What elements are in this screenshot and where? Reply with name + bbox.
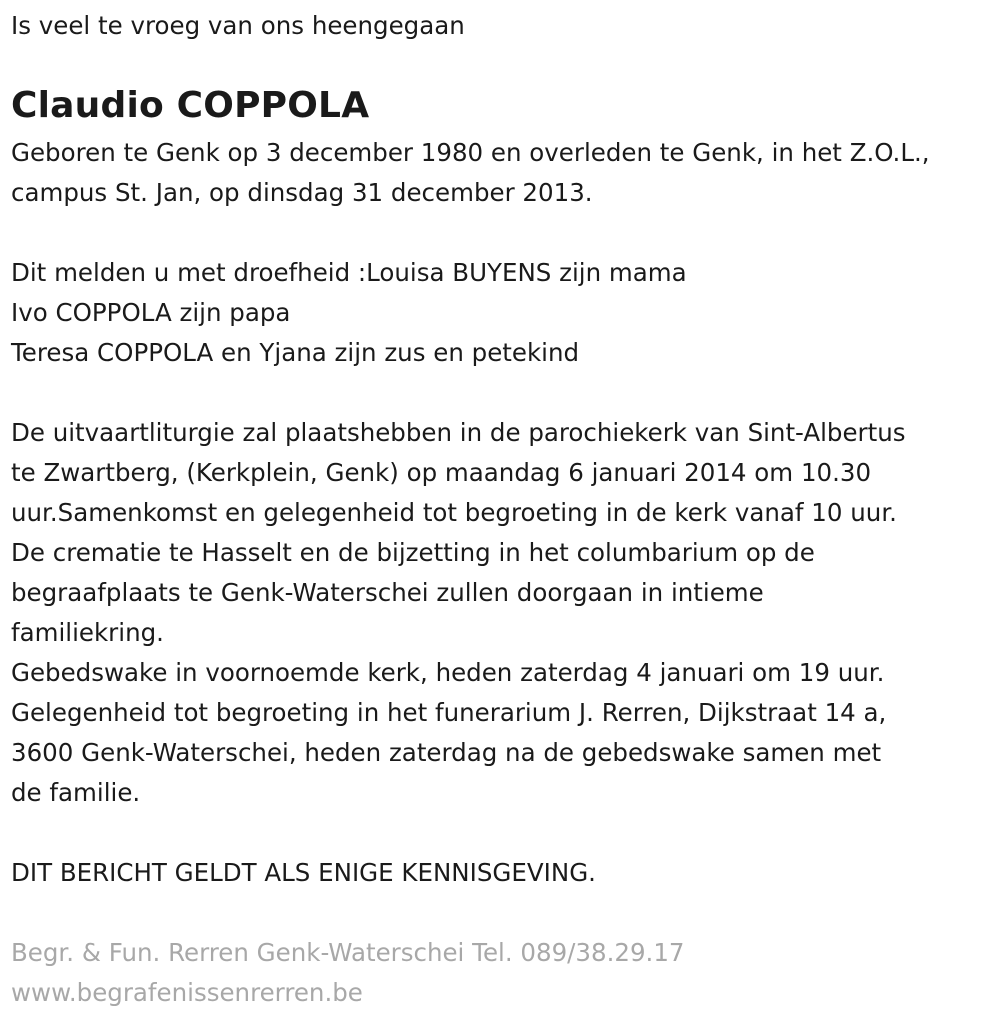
notice-text: DIT BERICHT GELDT ALS ENIGE KENNISGEVING. bbox=[11, 858, 596, 887]
paragraph-line: begraafplaats te Genk-Waterschei zullen doorgaan in intieme bbox=[11, 578, 764, 607]
birth-death-paragraph bbox=[11, 133, 1000, 213]
spacer bbox=[11, 893, 1000, 933]
deceased-name: Claudio COPPOLA bbox=[11, 85, 370, 126]
website-link[interactable]: www.begrafenissenrerren.be bbox=[11, 978, 363, 1007]
family-line: Teresa COPPOLA en Yjana zijn zus en petekind bbox=[11, 338, 580, 367]
paragraph-line: 3600 Genk-Waterschei, heden zaterdag na de gebedswake samen met bbox=[11, 738, 882, 767]
funeral-home-contact: Begr. & Fun. Rerren Genk-Waterschei Tel. 089/38.29.17 bbox=[11, 938, 685, 967]
family-paragraph bbox=[11, 253, 1000, 373]
paragraph-line: familiekring. bbox=[11, 618, 164, 647]
paragraph-line: De crematie te Hasselt en de bijzetting in het columbarium op de bbox=[11, 538, 815, 567]
paragraph-line: uur.Samenkomst en gelegenheid tot begroeting in de kerk vanaf 10 uur. bbox=[11, 498, 897, 527]
paragraph-line: te Zwartberg, (Kerkplein, Genk) op maandag 6 januari 2014 om 10.30 bbox=[11, 458, 872, 487]
paragraph-line: Geboren te Genk op 3 december 1980 en overleden te Genk, in het Z.O.L., bbox=[11, 138, 930, 167]
paragraph-line: Gelegenheid tot begroeting in het funerarium J. Rerren, Dijkstraat 14 a, bbox=[11, 698, 887, 727]
footer bbox=[11, 933, 1000, 1013]
family-line: Dit melden u met droefheid :Louisa BUYENS zijn mama bbox=[11, 258, 687, 287]
paragraph-line: de familie. bbox=[11, 778, 141, 807]
paragraph-line: campus St. Jan, op dinsdag 31 december 2013. bbox=[11, 178, 593, 207]
spacer bbox=[11, 213, 1000, 253]
spacer bbox=[11, 373, 1000, 413]
family-line: Ivo COPPOLA zijn papa bbox=[11, 298, 291, 327]
paragraph-line: De uitvaartliturgie zal plaatshebben in de parochiekerk van Sint-Albertus bbox=[11, 418, 906, 447]
spacer bbox=[11, 813, 1000, 853]
intro-text: Is veel te vroeg van ons heengegaan bbox=[11, 11, 465, 40]
ceremony-paragraph bbox=[11, 413, 1000, 813]
paragraph-line: Gebedswake in voornoemde kerk, heden zaterdag 4 januari om 19 uur. bbox=[11, 658, 885, 687]
